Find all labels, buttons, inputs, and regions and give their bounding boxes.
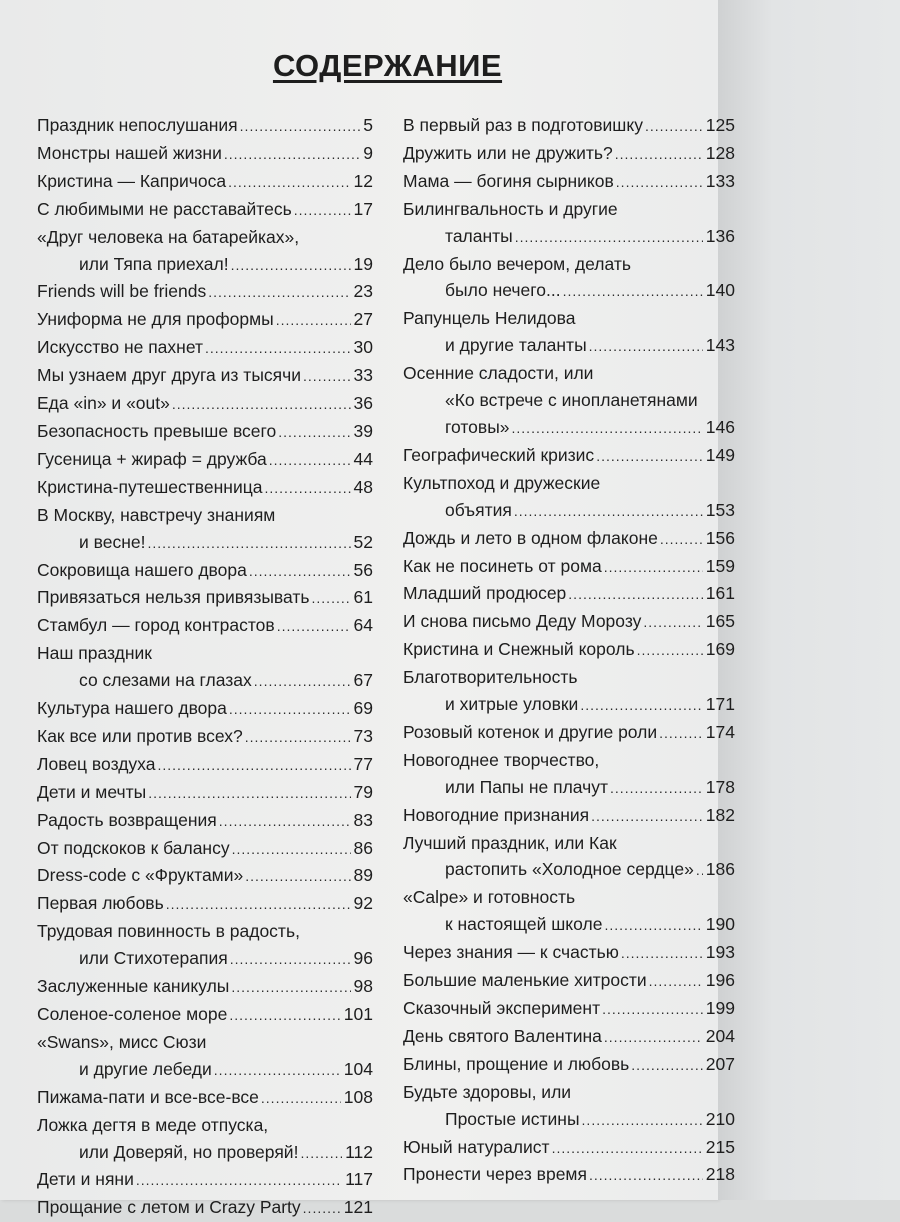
- toc-entry: [37, 168, 373, 196]
- dot-leader: [232, 836, 351, 863]
- dot-leader: [278, 419, 350, 446]
- toc-entry-title: Дождь и лето в одном флаконе: [403, 527, 658, 548]
- toc-page-number: 125: [705, 115, 735, 135]
- toc-entry-title: Соленое-соленое море: [37, 1004, 228, 1024]
- toc-entry: [403, 1023, 735, 1051]
- toc-page-number: 5: [363, 115, 373, 135]
- toc-page-number: 27: [353, 309, 373, 330]
- dot-leader: [228, 169, 350, 196]
- dot-leader: [589, 333, 703, 360]
- toc-entry-title: Дело было вечером, делать: [403, 253, 631, 274]
- toc-entry: [403, 830, 735, 885]
- toc-entry: [37, 306, 373, 334]
- dot-leader: [147, 530, 350, 557]
- dot-leader: [229, 696, 351, 723]
- toc-page-number: 17: [353, 198, 373, 219]
- toc-entry-title: и другие лебеди: [79, 1058, 212, 1079]
- toc-entry-title: Ловец воздуха: [37, 753, 156, 774]
- toc-entry: [37, 1084, 373, 1112]
- toc-entry: [37, 362, 373, 390]
- toc-entry: [37, 474, 373, 502]
- toc-page-number: 30: [353, 337, 373, 358]
- toc-page-number: 174: [705, 721, 735, 742]
- dot-leader: [568, 581, 703, 608]
- toc-entry-title: Розовый котенок и другие роли: [403, 721, 658, 742]
- toc-page-number: 12: [353, 170, 373, 191]
- dot-leader: [631, 1052, 703, 1079]
- toc-entry-title: Ложка дегтя в меде отпуска,: [37, 1114, 269, 1135]
- toc-entry: [403, 664, 735, 719]
- toc-entry: [37, 723, 373, 751]
- toc-entry-title: к настоящей школе: [445, 914, 603, 935]
- toc-page-number: 69: [353, 698, 373, 719]
- toc-page-number: 77: [353, 753, 373, 774]
- toc-page-number: 161: [705, 583, 735, 604]
- toc-page-number: 86: [353, 837, 373, 858]
- toc-page-number: 112: [345, 1141, 373, 1162]
- toc-entry: [37, 334, 373, 362]
- toc-entry: [403, 636, 735, 664]
- toc-entry: [403, 967, 735, 995]
- dot-leader: [696, 857, 703, 884]
- toc-entry-title: Первая любовь: [37, 893, 164, 914]
- toc-page-number: 44: [353, 448, 373, 469]
- toc-page-number: 193: [705, 942, 735, 963]
- toc-entry: [403, 168, 735, 196]
- dot-leader: [269, 447, 351, 474]
- toc-page-number: 117: [345, 1169, 373, 1190]
- dot-leader: [219, 808, 351, 835]
- toc-entry-title: «Друг человека на батарейках»,: [37, 226, 300, 247]
- toc-page-number: 92: [353, 893, 373, 914]
- toc-page-number: 64: [353, 615, 373, 636]
- toc-page-number: 199: [705, 998, 735, 1018]
- toc-page-number: 146: [705, 416, 735, 437]
- toc-entry-title: Культпоход и дружеские: [403, 472, 601, 493]
- toc-entry: [403, 608, 735, 636]
- toc-page-number: 67: [353, 670, 373, 691]
- toc-entry: [37, 918, 373, 973]
- dot-leader: [231, 974, 350, 1001]
- toc-entry-title: Рапунцель Нелидова: [403, 308, 576, 329]
- toc-page-number: 83: [353, 809, 373, 830]
- toc-entry: [37, 418, 373, 446]
- dot-leader: [261, 1085, 341, 1112]
- dot-leader: [148, 780, 350, 807]
- toc-entry-title: или Доверяй, но проверяй!: [79, 1141, 299, 1162]
- toc-page-number: 79: [353, 781, 373, 802]
- toc-entry: [37, 612, 373, 640]
- dot-leader: [602, 996, 703, 1023]
- dot-leader: [515, 224, 703, 251]
- toc-entry-title: Лучший праздник, или Как: [403, 832, 617, 853]
- dot-leader: [512, 415, 703, 442]
- toc-entry-title: Благотворительность: [403, 667, 578, 688]
- toc-entry: [37, 1166, 373, 1194]
- toc-entry: [37, 112, 373, 140]
- toc-entry: [37, 196, 373, 224]
- toc-entry-title: готовы»: [445, 416, 510, 437]
- toc-entry-title: С любимыми не расставайтесь: [37, 198, 292, 219]
- toc-page-number: 128: [705, 142, 735, 163]
- toc-entry-title: Сказочный эксперимент: [403, 998, 601, 1018]
- dot-leader: [276, 307, 351, 334]
- dot-leader: [166, 891, 351, 918]
- toc-entry: [403, 140, 735, 168]
- toc-entry-title: «Swans», мисс Сюзи: [37, 1031, 207, 1052]
- toc-entry: [37, 557, 373, 585]
- toc-page-number: 204: [705, 1025, 735, 1046]
- dot-leader: [659, 720, 703, 747]
- toc-page-number: 39: [353, 420, 373, 441]
- dot-leader: [205, 335, 351, 362]
- toc-entry-title: Культура нашего двора: [37, 698, 227, 719]
- toc-entry: [37, 502, 373, 557]
- dot-leader: [596, 443, 703, 470]
- toc-entry-title: «Ко встрече с инопланетянами: [445, 390, 698, 411]
- toc-entry: [37, 1194, 373, 1222]
- toc-entry-title: Пижама-пати и все-все-все: [37, 1086, 259, 1107]
- toc-entry: [37, 779, 373, 807]
- toc-page-number: 61: [353, 587, 373, 608]
- dot-leader: [172, 391, 351, 418]
- toc-entry: [37, 584, 373, 612]
- toc-entry-title: Радость возвращения: [37, 809, 217, 830]
- dot-leader: [621, 940, 703, 967]
- toc-entry-title: Friends will be friends: [37, 281, 207, 302]
- toc-entry-title: растопить «Холодное сердце»: [445, 859, 694, 880]
- toc-entry: [403, 1079, 735, 1134]
- toc-page-number: 156: [705, 527, 735, 548]
- dot-leader: [660, 526, 703, 553]
- toc-entry-title: Дружить или не дружить?: [403, 142, 613, 163]
- toc-page-number: 165: [705, 611, 735, 632]
- dot-leader: [214, 1057, 341, 1084]
- dot-leader: [563, 278, 703, 305]
- dot-leader: [157, 752, 350, 779]
- toc-page-number: 159: [705, 555, 735, 576]
- toc-entry-title: Пронести через время: [403, 1164, 587, 1185]
- dot-leader: [294, 197, 351, 224]
- toc-entry-title: таланты: [445, 225, 513, 246]
- dot-leader: [264, 475, 350, 502]
- toc-entry-title: Dress-code с «Фруктами»: [37, 865, 244, 886]
- toc-entry: [403, 553, 735, 581]
- toc-entry: [37, 278, 373, 306]
- dot-leader: [637, 637, 703, 664]
- toc-page-number: 196: [705, 970, 735, 991]
- toc-entry-title: Кристина-путешественница: [37, 476, 263, 497]
- toc-entry-title: Прощание с летом и Crazy Party: [37, 1197, 301, 1218]
- toc-entry: [403, 196, 735, 251]
- dot-leader: [604, 912, 702, 939]
- dot-leader: [552, 1135, 703, 1162]
- toc-page-number: 108: [343, 1086, 373, 1107]
- dot-leader: [645, 113, 703, 140]
- dot-leader: [229, 1002, 340, 1029]
- toc-entry: [403, 112, 735, 140]
- toc-entry-title: Праздник непослушания: [37, 115, 238, 135]
- dot-leader: [591, 803, 703, 830]
- toc-entry: [37, 862, 373, 890]
- toc-entry: [37, 224, 373, 279]
- toc-entry: [403, 719, 735, 747]
- toc-page-number: 210: [705, 1108, 735, 1129]
- toc-entry-title: Униформа не для проформы: [37, 309, 274, 330]
- toc-entry-title: Мама — богиня сырников: [403, 170, 614, 191]
- toc-entry: [37, 640, 373, 695]
- toc-page-number: 98: [353, 976, 373, 997]
- toc-page-number: 169: [705, 639, 735, 660]
- toc-entry: [403, 525, 735, 553]
- toc-entry: [37, 890, 373, 918]
- toc-entry-title: Новогодние признания: [403, 804, 590, 825]
- toc-entry-title: Искусство не пахнет: [37, 337, 203, 358]
- toc-entry-title: Монстры нашей жизни: [37, 142, 222, 163]
- toc-entry: [403, 1134, 735, 1162]
- toc-entry: [403, 251, 735, 306]
- dot-leader: [208, 279, 350, 306]
- toc-page-number: 36: [353, 393, 373, 414]
- dot-leader: [303, 1195, 341, 1222]
- dot-leader: [615, 141, 703, 168]
- toc-entry: [37, 751, 373, 779]
- toc-page-number: 215: [705, 1136, 735, 1157]
- toc-entry-title: И снова письмо Деду Морозу: [403, 611, 642, 632]
- toc-page-number: 56: [353, 559, 373, 580]
- toc-entry-title: Юный натуралист: [403, 1136, 550, 1157]
- toc-page-number: 9: [363, 142, 373, 163]
- toc-page-number: 182: [705, 804, 735, 825]
- toc-entry-title: Еда «in» и «out»: [37, 393, 170, 414]
- toc-entry: [403, 1051, 735, 1079]
- toc-entry-title: Гусеница + жираф = дружба: [37, 448, 267, 469]
- toc-entry-title: Дети и мечты: [37, 781, 147, 802]
- toc-entry: [37, 973, 373, 1001]
- toc-entry-title: и хитрые уловки: [445, 694, 579, 715]
- toc-entry-title: Младший продюсер: [403, 583, 567, 604]
- dot-leader: [277, 613, 351, 640]
- toc-entry: [403, 305, 735, 360]
- toc-page-number: 140: [705, 280, 735, 301]
- toc-entry-title: Осенние сладости, или: [403, 363, 594, 384]
- toc-entry-title: От подскоков к балансу: [37, 837, 230, 858]
- toc-entry: [37, 835, 373, 863]
- toc-page-number: 218: [705, 1164, 735, 1185]
- dot-leader: [303, 363, 351, 390]
- toc-entry: [403, 884, 735, 939]
- dot-leader: [245, 863, 350, 890]
- toc-entry: [403, 747, 735, 802]
- toc-page-number: 23: [353, 281, 373, 302]
- toc-entry-title: Через знания — к счастью: [403, 942, 619, 963]
- toc-left-column: [37, 112, 373, 1222]
- toc-entry-title: Кристина и Снежный король: [403, 639, 635, 660]
- page-edge-background: [718, 0, 900, 1200]
- dot-leader: [231, 252, 351, 279]
- toc-entry: [37, 390, 373, 418]
- toc-entry: [37, 695, 373, 723]
- toc-entry: [37, 140, 373, 168]
- contents-title: СОДЕРЖАНИЕ: [272, 48, 503, 83]
- toc-entry: [37, 807, 373, 835]
- dot-leader: [300, 1140, 342, 1167]
- dot-leader: [582, 1107, 703, 1134]
- toc-page-number: 52: [353, 531, 373, 552]
- dot-leader: [224, 141, 360, 168]
- toc-page-number: 73: [353, 725, 373, 746]
- toc-entry: [403, 360, 735, 442]
- toc-entry: [403, 470, 735, 525]
- dot-leader: [604, 1024, 703, 1051]
- toc-entry-title: и весне!: [79, 531, 146, 552]
- toc-entry-title: или Тяпа приехал!: [79, 253, 229, 274]
- toc-entry-title: Новогоднее творчество,: [403, 749, 600, 770]
- toc-entry-title: Привязаться нельзя привязывать: [37, 587, 310, 608]
- toc-page-number: 186: [705, 859, 735, 880]
- toc-entry: [403, 802, 735, 830]
- dot-leader: [580, 692, 702, 719]
- toc-page-number: 48: [353, 476, 373, 497]
- toc-entry-title: Как не посинеть от рома: [403, 555, 602, 576]
- toc-page-number: 178: [705, 776, 735, 797]
- toc-entry: [37, 446, 373, 474]
- toc-entry: [37, 1029, 373, 1084]
- toc-page-number: 104: [343, 1058, 373, 1079]
- dot-leader: [616, 169, 703, 196]
- toc-entry-title: Большие маленькие хитрости: [403, 970, 647, 991]
- toc-entry-title: «Calpe» и готовность: [403, 887, 576, 908]
- dot-leader: [254, 668, 351, 695]
- toc-page-number: 96: [353, 948, 373, 969]
- toc-entry-title: Безопасность превыше всего: [37, 420, 277, 441]
- toc-entry: [403, 1161, 735, 1189]
- dot-leader: [240, 113, 361, 140]
- toc-page-number: 33: [353, 365, 373, 386]
- toc-entry: [403, 442, 735, 470]
- toc-page-number: 133: [705, 170, 735, 191]
- dot-leader: [230, 946, 351, 973]
- toc-page-number: 153: [705, 499, 735, 520]
- toc-page-number: 143: [705, 335, 735, 356]
- toc-page-number: 101: [343, 1004, 373, 1024]
- toc-entry-title: и другие таланты: [445, 335, 587, 356]
- toc-page-number: 207: [705, 1053, 735, 1074]
- toc-entry: [37, 1001, 373, 1029]
- toc-entry-title: Кристина — Капричоса: [37, 170, 227, 191]
- toc-page-number: 19: [353, 253, 373, 274]
- dot-leader: [643, 609, 702, 636]
- toc-page-number: 121: [343, 1197, 373, 1218]
- toc-entry: [403, 580, 735, 608]
- toc-entry: [37, 1112, 373, 1167]
- toc-entry-title: Блины, прощение и любовь: [403, 1053, 630, 1074]
- toc-entry-title: Сокровища нашего двора: [37, 559, 247, 580]
- toc-entry-title: Географический кризис: [403, 444, 595, 465]
- toc-entry-title: Трудовая повинность в радость,: [37, 921, 300, 942]
- toc-entry-title: Заслуженные каникулы: [37, 976, 230, 997]
- toc-page-number: 89: [353, 865, 373, 886]
- toc-entry-title: Наш праздник: [37, 643, 152, 664]
- toc-entry-title: В первый раз в подготовишку: [403, 115, 643, 135]
- toc-entry-title: Билингвальность и другие: [403, 198, 618, 219]
- toc-entry-title: Дети и няни: [37, 1169, 134, 1190]
- toc-entry-title: Как все или против всех?: [37, 725, 243, 746]
- toc-entry-title: Стамбул — город контрастов: [37, 615, 275, 636]
- toc-entry: [403, 995, 735, 1023]
- dot-leader: [604, 554, 703, 581]
- dot-leader: [514, 498, 703, 525]
- dot-leader: [249, 558, 351, 585]
- toc-entry-title: объятия: [445, 499, 512, 520]
- dot-leader: [136, 1167, 342, 1194]
- toc-entry-title: Мы узнаем друг друга из тысячи: [37, 365, 302, 386]
- toc-entry-title: или Стихотерапия: [79, 948, 228, 969]
- toc-page-number: 190: [705, 914, 735, 935]
- dot-leader: [610, 775, 703, 802]
- toc-entry-title: Простые истины: [445, 1108, 580, 1129]
- dot-leader: [245, 724, 351, 751]
- dot-leader: [312, 585, 351, 612]
- toc-entry-title: День святого Валентина: [403, 1025, 602, 1046]
- toc-entry: [403, 939, 735, 967]
- toc-entry-title: В Москву, навстречу знаниям: [37, 504, 276, 525]
- toc-page-number: 136: [705, 225, 735, 246]
- dot-leader: [649, 968, 703, 995]
- toc-entry-title: или Папы не плачут: [445, 776, 609, 797]
- dot-leader: [589, 1162, 703, 1189]
- toc-entry-title: со слезами на глазах: [79, 670, 252, 691]
- toc-right-column: [403, 112, 735, 1189]
- toc-entry-title: было нечего...: [445, 280, 561, 301]
- toc-entry-title: Будьте здоровы, или: [403, 1081, 572, 1102]
- toc-page-number: 149: [705, 444, 735, 465]
- toc-page-number: 171: [705, 694, 735, 715]
